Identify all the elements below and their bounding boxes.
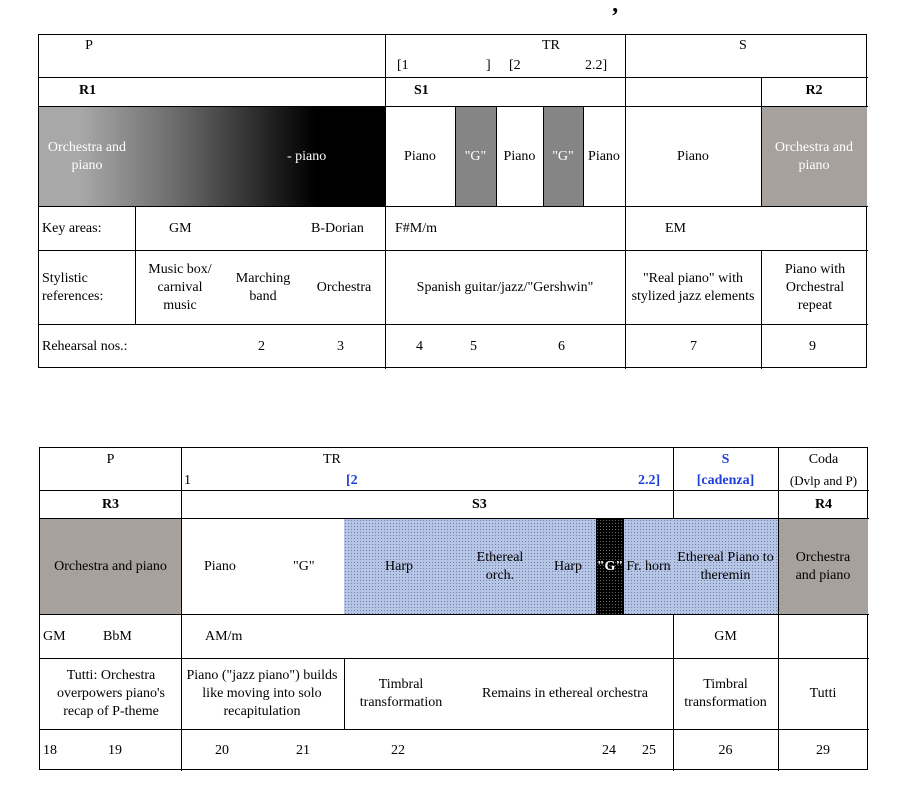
section-s-label-2: S [721,452,730,467]
g-cell-3: "G" [293,558,315,574]
rotation-r2: R2 [805,83,823,98]
rehearsal-19: 19 [108,742,122,758]
dash-piano-label: - piano [287,148,327,164]
rehearsal-24: 24 [602,742,616,758]
tr-bracket-1: [1 [397,58,409,73]
coda-label: Coda [808,452,839,467]
rehearsal-5: 5 [470,339,477,354]
piano-cell-4: Piano [677,148,709,164]
style-marching-band: Marching band [235,270,291,304]
rehearsal-7: 7 [690,339,697,354]
tr-bracket-close: ] [486,58,491,73]
rotation-s3: S3 [472,497,487,512]
section-tr-label: TR [542,38,560,53]
tr-marker-2-2: 2.2] [638,473,661,488]
g-cell-4: "G" [596,558,624,574]
rehearsal-29: 29 [816,742,830,758]
key-f-sharp: F#M/m [395,220,438,236]
rehearsal-9: 9 [809,339,816,354]
section-p-label-2: P [106,452,115,467]
rotation-r4: R4 [814,497,833,512]
style-orchestra: Orchestra [316,279,372,295]
style-timbral-2: Timbral transformation [684,677,767,710]
key-bbm: BbM [103,628,132,644]
style-jazz-piano: Piano ("jazz piano") builds like moving into solo recapitulation [186,668,338,719]
key-em: EM [665,220,686,236]
piano-cell-1: Piano [404,148,436,164]
r4-orchestra-and-piano: Orchestra and piano [795,549,851,583]
section-s-label: S [739,38,747,53]
rehearsal-22: 22 [391,742,405,758]
tr-marker-1: 1 [184,473,191,488]
rehearsal-21: 21 [296,742,310,758]
rehearsal-26: 26 [718,742,733,758]
style-timbral-1: Timbral transformation [359,677,443,710]
piano-cell-5: Piano [204,558,236,574]
rotation-r1: R1 [79,83,97,98]
coda-sub-label: (Dvlp and P) [789,473,858,488]
style-piano-orchestral-repeat: Piano with Orchestral repeat [784,261,846,313]
french-horn-cell: Fr. horn [626,558,671,574]
style-real-piano: "Real piano" with stylized jazz elements [631,270,755,304]
rehearsal-18: 18 [43,742,57,758]
rotation-r3: R3 [101,497,120,512]
style-spanish-guitar: Spanish guitar/jazz/"Gershwin" [416,279,594,295]
key-gm-2: GM [43,628,66,644]
rehearsal-2: 2 [258,339,265,354]
key-am: AM/m [205,628,243,644]
orchestra-and-piano-label: Orchestra and piano [47,139,127,173]
key-gm: GM [169,220,192,236]
rehearsal-6: 6 [558,339,565,354]
tr-bracket-2-2: 2.2] [585,58,608,73]
section-p-label: P [85,38,93,53]
g-cell-1: "G" [464,148,487,164]
cadenza-label: [cadenza] [696,473,755,488]
ethereal-piano-theremin: Ethereal Piano to theremin [677,549,774,583]
section-tr-label-2: TR [323,452,341,467]
harp-cell-2: Harp [554,558,582,574]
key-b-dorian: B-Dorian [311,220,364,236]
table-2 [39,447,868,770]
rehearsal-25: 25 [642,742,656,758]
stylistic-references-label: Stylistic references: [42,270,104,304]
r3-orchestra-and-piano: Orchestra and piano [54,558,167,574]
rehearsal-4: 4 [416,339,423,354]
r2-orchestra-and-piano: Orchestra and piano [774,139,854,173]
tr-bracket-2: [2 [509,58,521,73]
key-gm-3: GM [714,628,737,644]
style-remains-ethereal: Remains in ethereal orchestra [482,686,648,701]
rehearsal-20: 20 [215,742,229,758]
rehearsal-3: 3 [337,339,344,354]
piano-cell-2: Piano [503,148,536,164]
rotation-s1: S1 [414,83,429,98]
ethereal-orch-cell: Ethereal orch. [476,549,524,583]
style-tutti-orchestra: Tutti: Orchestra overpowers piano's recap of P-theme [57,668,165,719]
tr-marker-2: [2 [346,473,358,488]
harp-cell-1: Harp [385,558,413,574]
key-areas-label: Key areas: [42,220,102,236]
style-tutti: Tutti [809,686,837,701]
g-cell-2: "G" [552,148,574,164]
style-music-box: Music box/ carnival music [148,261,212,313]
apostrophe-mark: ’ [611,4,619,30]
rehearsal-nos-label: Rehearsal nos.: [42,339,128,354]
table-1 [38,34,867,368]
piano-cell-3: Piano [588,148,620,164]
